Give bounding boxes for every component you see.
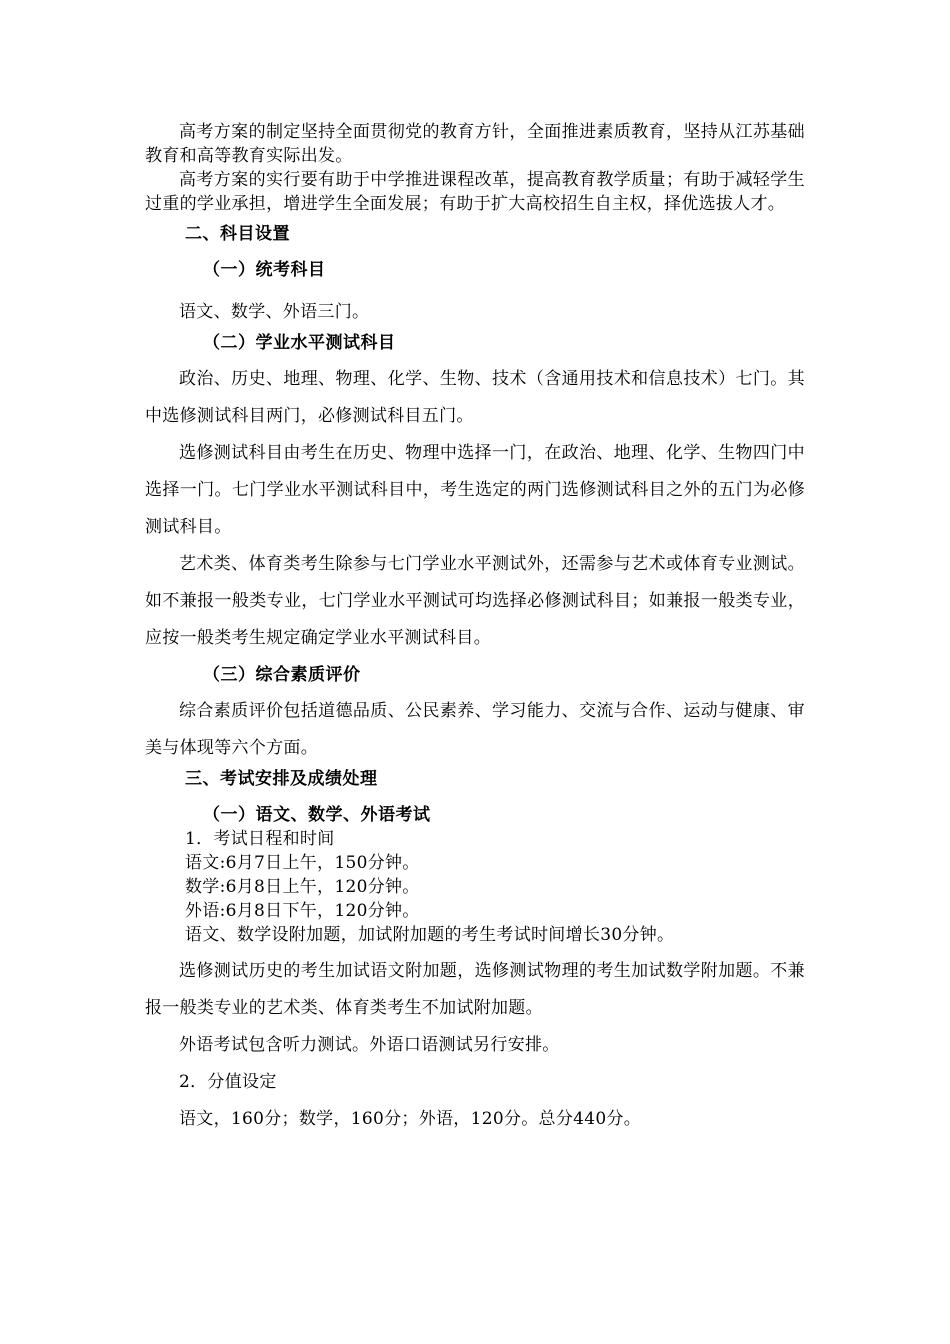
extra-questions-note: 语文、数学设附加题，加试附加题的考生考试时间增长30分钟。 <box>185 925 675 945</box>
schedule-heading: 1．考试日程和时间 <box>185 829 335 849</box>
subsection-3-title: （三）综合素质评价 <box>203 665 361 685</box>
score-heading: 2．分值设定 <box>179 1072 277 1092</box>
subsection-2-paragraph-1: 政治、历史、地理、物理、化学、生物、技术（含通用技术和信息技术）七门。其中选修测试科目两门，必修测试科目五门。 <box>145 369 805 426</box>
schedule-foreign: 外语:6月8日下午，120分钟。 <box>185 901 420 921</box>
listening-note: 外语考试包含听力测试。外语口语测试另行安排。 <box>179 1035 560 1055</box>
subsection-1-title: （一）统考科目 <box>203 260 326 280</box>
section-3-subsection-1-title: （一）语文、数学、外语考试 <box>203 805 431 825</box>
schedule-chinese: 语文:6月7日上午，150分钟。 <box>185 853 420 873</box>
section-3-title: 三、考试安排及成绩处理 <box>185 769 378 789</box>
subsection-3-text: 综合素质评价包括道德品质、公民素养、学习能力、交流与合作、运动与健康、审美与体现等六个方面。 <box>145 701 805 758</box>
subsection-2-title: （二）学业水平测试科目 <box>203 333 396 353</box>
schedule-math: 数学:6月8日上午，120分钟。 <box>185 877 420 897</box>
document-page <box>145 120 805 1138</box>
subsection-2-paragraph-3: 艺术类、体育类考生除参与七门学业水平测试外，还需参与艺术或体育专业测试。如不兼报一般类专业，七门学业水平测试可均选择必修测试科目；如兼报一般类专业，应按一般类考生规定确定学业水平测试科目。 <box>145 554 805 648</box>
subsection-2-paragraph-2: 选修测试科目由考生在历史、物理中选择一门，在政治、地理、化学、生物四门中选择一门。七门学业水平测试科目中，考生选定的两门选修测试科目之外的五门为必修测试科目。 <box>145 443 805 537</box>
subsection-1-text: 语文、数学、外语三门。 <box>179 302 370 322</box>
extra-questions-rule: 选修测试历史的考生加试语文附加题，选修测试物理的考生加试数学附加题。不兼报一般类专业的艺术类、体育类考生不加试附加题。 <box>145 961 805 1018</box>
intro-paragraph-2: 高考方案的实行要有助于中学推进课程改革，提高教育教学质量；有助于减轻学生过重的学业承担，增进学生全面发展；有助于扩大高校招生自主权，择优选拔人才。 <box>145 170 805 214</box>
intro-paragraph-1: 高考方案的制定坚持全面贯彻党的教育方针，全面推进素质教育，坚持从江苏基础教育和高等教育实际出发。 <box>145 122 805 166</box>
score-text: 语文，160分；数学，160分；外语，120分。总分440分。 <box>179 1109 642 1129</box>
section-2-title: 二、科目设置 <box>185 224 290 244</box>
